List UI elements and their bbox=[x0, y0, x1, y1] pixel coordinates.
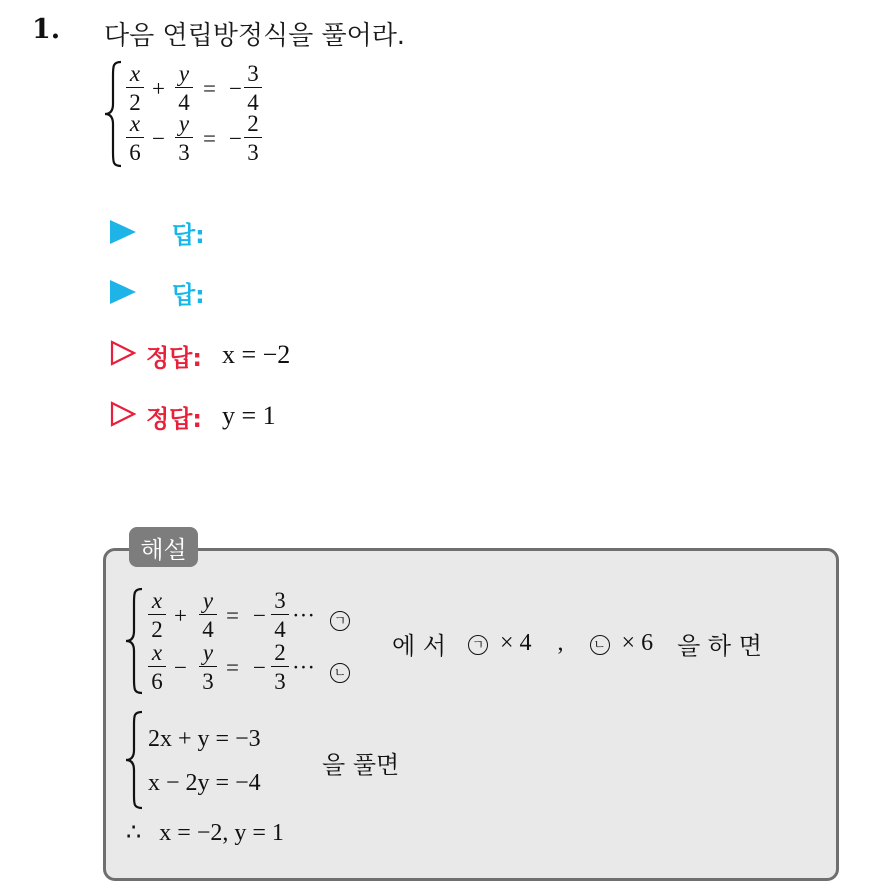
minus-sign: − bbox=[174, 655, 187, 680]
fraction: x 2 bbox=[126, 62, 144, 114]
step-1-phrase-end: 을 하 면 bbox=[677, 632, 762, 660]
fraction: y 4 bbox=[199, 589, 217, 641]
ellipsis: ··· bbox=[292, 603, 315, 628]
fraction: 3 4 bbox=[271, 589, 289, 641]
minus-sign: − bbox=[253, 603, 266, 628]
multiply-6: × 6 bbox=[621, 630, 654, 656]
minus-sign: − bbox=[229, 76, 242, 101]
equals-sign: = bbox=[203, 126, 216, 151]
fraction: 2 3 bbox=[271, 641, 289, 693]
minus-sign: − bbox=[152, 126, 165, 151]
step-2-text: 을 풀면 bbox=[322, 751, 400, 779]
play-triangle-icon bbox=[110, 280, 136, 304]
correct-answer-value: y = 1 bbox=[221, 401, 276, 430]
outline-triangle-icon bbox=[110, 340, 136, 370]
answer-row-2 bbox=[110, 274, 225, 310]
multiply-4: × 4 bbox=[500, 630, 532, 656]
fraction: y 4 bbox=[175, 62, 193, 114]
left-brace-icon bbox=[103, 60, 123, 168]
fraction: x 6 bbox=[126, 112, 144, 164]
fraction: 3 4 bbox=[244, 62, 262, 114]
ellipsis: ··· bbox=[292, 655, 315, 680]
circle-label-1: ㄱ bbox=[330, 606, 350, 632]
correct-answer-row-1 bbox=[110, 337, 290, 373]
explanation-tag: 해설 bbox=[129, 527, 198, 567]
circle-ref-1: ㄱ bbox=[468, 630, 488, 658]
equals-sign: = bbox=[203, 76, 216, 101]
therefore-symbol: ∴ bbox=[126, 820, 142, 846]
question-number: 1. bbox=[32, 14, 61, 45]
correct-answer-value: x = −2 bbox=[221, 340, 291, 369]
answer-label: 답: bbox=[172, 220, 205, 249]
correct-answer-row-2 bbox=[110, 398, 276, 434]
fraction: x 2 bbox=[148, 589, 166, 641]
circle-ref-2: ㄴ bbox=[590, 630, 610, 658]
answer-label: 답: bbox=[172, 280, 205, 309]
left-brace-icon bbox=[124, 587, 144, 695]
equals-sign: = bbox=[226, 655, 239, 680]
minus-sign: − bbox=[253, 655, 266, 680]
plus-sign: + bbox=[174, 603, 187, 628]
result-text: x = −2, y = 1 bbox=[159, 820, 284, 846]
equation-line-2: x − 2y = −4 bbox=[148, 770, 261, 796]
step-1-phrase: 에 서 bbox=[392, 632, 446, 660]
plus-sign: + bbox=[152, 76, 165, 101]
outline-triangle-icon bbox=[110, 401, 136, 431]
play-triangle-icon bbox=[110, 220, 136, 244]
answer-row-1 bbox=[110, 214, 225, 250]
correct-answer-label: 정답: bbox=[146, 343, 202, 372]
circle-label-2: ㄴ bbox=[330, 658, 350, 684]
left-brace-icon bbox=[124, 710, 144, 810]
equals-sign: = bbox=[226, 603, 239, 628]
correct-answer-label: 정답: bbox=[146, 404, 202, 433]
minus-sign: − bbox=[229, 126, 242, 151]
fraction: y 3 bbox=[175, 112, 193, 164]
equation-line-1: 2x + y = −3 bbox=[148, 726, 261, 752]
fraction: y 3 bbox=[199, 641, 217, 693]
question-prompt: 다음 연립방정식을 풀어라. bbox=[104, 21, 406, 51]
fraction: x 6 bbox=[148, 641, 166, 693]
step-1-text bbox=[392, 626, 762, 661]
conclusion bbox=[126, 818, 284, 847]
fraction: 2 3 bbox=[244, 112, 262, 164]
comma: , bbox=[557, 630, 564, 656]
